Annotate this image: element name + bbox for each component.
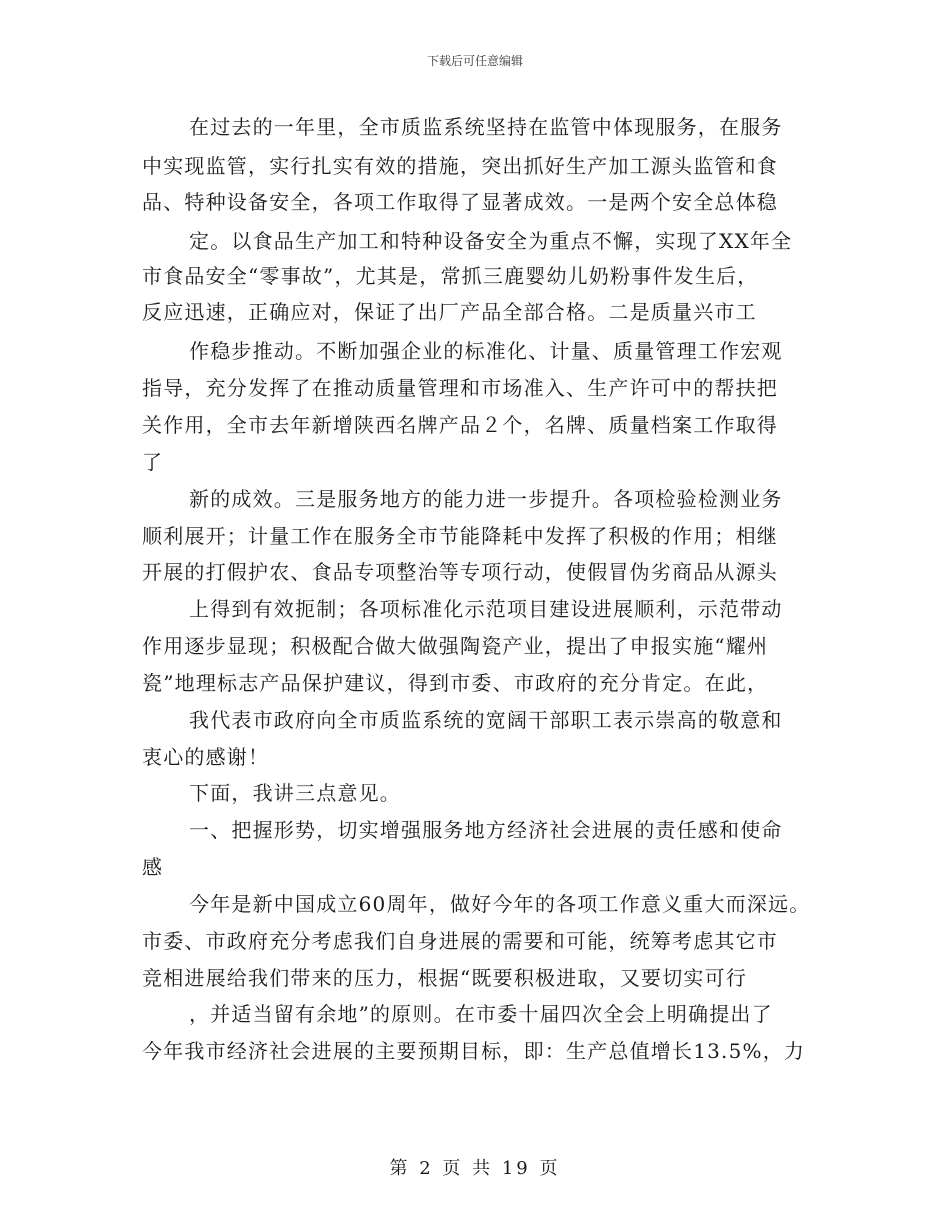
text-line: 今年是新中国成立60周年，做好今年的各项工作意义重大而深远。: [189, 892, 811, 916]
text-line: 作稳步推动。不断加强企业的标准化、计量、质量管理工作宏观: [189, 339, 783, 363]
text-line: 定。以食品生产加工和特种设备安全为重点不懈，实现了XX年全: [189, 229, 793, 253]
text-line: 了: [142, 450, 164, 474]
text-line: 竞相进展给我们带来的压力，根据“既要积极进取，又要切实可行: [142, 966, 748, 990]
text-line: 新的成效。三是服务地方的能力进一步提升。各项检验检测业务: [189, 487, 783, 511]
text-line: 反应迅速，正确应对，保证了出厂产品全部合格。二是质量兴市工: [142, 300, 757, 324]
text-line: 下面，我讲三点意见。: [189, 781, 401, 805]
text-line: 我代表市政府向全市质监系统的宽阔干部职工表示崇高的敬意和: [189, 708, 783, 732]
text-line: 衷心的感谢！: [142, 745, 270, 769]
text-line: 中实现监管，实行扎实有效的措施，突出抓好生产加工源头监管和食: [142, 154, 778, 178]
text-line: 瓷”地理标志产品保护建议，得到市委、市政府的充分肯定。在此，: [142, 671, 769, 695]
page-number: 第 2 页 共 19 页: [389, 1158, 561, 1179]
header-note: 下载后可任意编辑: [426, 54, 523, 68]
text-line: 今年我市经济社会进展的主要预期目标，即：生产总值增长13.5%，力: [142, 1039, 806, 1063]
text-line: 市食品安全“零事故”，尤其是，常抓三鹿婴幼儿奶粉事件发生后，: [142, 264, 759, 288]
section-heading: 一、把握形势，切实增强服务地方经济社会进展的责任感和使命: [189, 818, 783, 842]
text-line: 指导，充分发挥了在推动质量管理和市场准入、生产许可中的帮扶把: [142, 376, 778, 400]
text-line: 关作用，全市去年新增陕西名牌产品２个，名牌、质量档案工作取得: [142, 413, 778, 437]
text-line: 品、特种设备安全，各项工作取得了显著成效。一是两个安全总体稳: [142, 190, 778, 214]
text-line: 上得到有效扼制；各项标准化示范项目建设进展顺利，示范带动: [189, 597, 783, 621]
text-line: 开展的打假护农、食品专项整治等专项行动，使假冒伪劣商品从源头: [142, 560, 778, 584]
text-line: ，并适当留有余地”的原则。在市委十届四次全会上明确提出了: [189, 1002, 773, 1026]
text-line: 作用逐步显现；积极配合做大做强陶瓷产业，提出了申报实施“耀州: [142, 634, 769, 658]
text-line: 顺利展开；计量工作在服务全市节能降耗中发挥了积极的作用；相继: [142, 524, 778, 548]
text-line: 市委、市政府充分考虑我们自身进展的需要和可能，统筹考虑其它市: [142, 929, 778, 953]
section-heading: 感: [142, 855, 164, 879]
text-line: 在过去的一年里，全市质监系统坚持在监管中体现服务，在服务: [189, 115, 783, 139]
